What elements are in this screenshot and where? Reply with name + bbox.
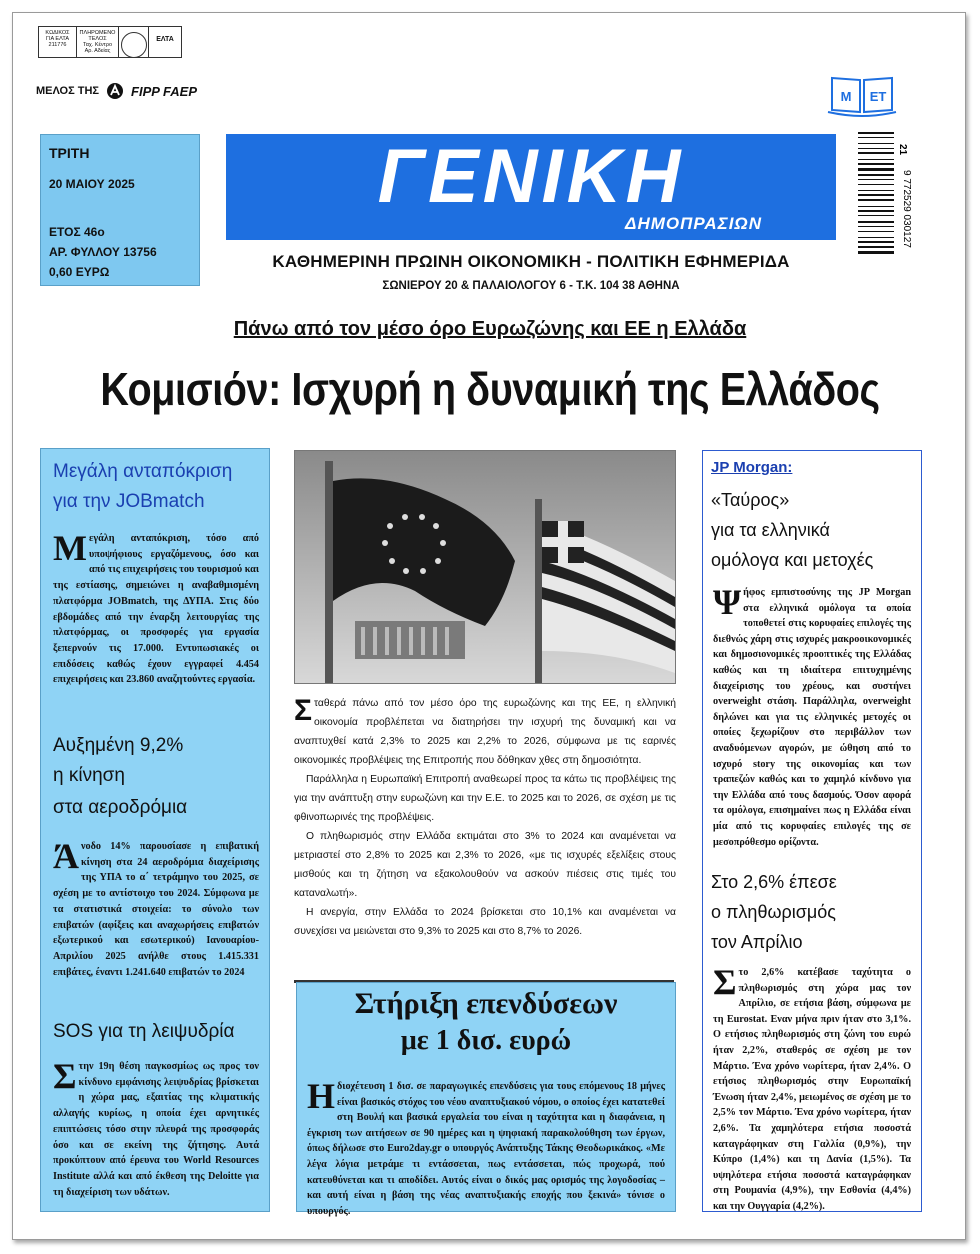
article3-text: την 19η θέση παγκοσμίως ως προς τον κίνδυνο εμφάνισης λειψυδρίας βρίσκεται η χώρα μας, εξαιτίας της κλιματικής αλλαγής κυρίως, η οποία έχει αρνητικές επιπτώσεις τόσο στην πλευρά της προσφοράς όσο και σε εκείνη της ζήτησης. Αυτά προκύπτουν από έρευνα του World Resources Institute αλλά και από έκθεση της Deloitte για τη διαχείριση των υδάτων. — [53, 1061, 259, 1198]
issue-date: 20 ΜΑΙΟΥ 2025 — [49, 177, 135, 191]
fipp-logo-icon — [105, 82, 125, 100]
investment-title-line2: με 1 δισ. ευρώ — [400, 1025, 572, 1056]
barcode-bar — [858, 179, 894, 180]
article1-dropcap: Μ — [53, 528, 87, 568]
main-article-dropcap: Σ — [294, 694, 313, 727]
barcode-bar — [858, 210, 894, 212]
issue-day: ΤΡΙΤΗ — [49, 145, 90, 161]
postal-stamp-icon — [121, 32, 147, 58]
barcode-bar — [858, 246, 894, 248]
met-left-letter: Μ — [840, 89, 852, 104]
elta-code-cell — [39, 27, 77, 57]
jp-morgan-label: JP Morgan: — [711, 459, 793, 476]
masthead-subtitle: ΔΗΜΟΠΡΑΣΙΩΝ — [625, 214, 762, 233]
inflation-body — [713, 962, 911, 1215]
barcode-bar — [858, 237, 894, 238]
elta-code-label: ΚΩΔΙΚΟΣ ΓΙΑ ΕΛΤΑ — [45, 30, 70, 42]
inflation-dropcap: Σ — [713, 962, 737, 1002]
jp-dropcap: Ψ — [713, 582, 742, 622]
investment-body — [307, 1076, 665, 1219]
issue-number: ΑΡ. ΦΥΛΛΟΥ 13756 — [49, 245, 157, 259]
article2-title-line2: η κίνηση — [53, 765, 125, 786]
barcode-bar — [858, 206, 894, 207]
article2-dropcap: Ά — [53, 836, 79, 876]
main-article-p2: Παράλληλα η Ευρωπαϊκή Επιτροπή αναθεωρεί προς τα κάτω τις προβλέψεις της για την ανάπτυξη στην ευρωζώνη και την Ε.Ε. το 2025 και το 2026, σε σχέση με τις φθινοπωρινές της προβλέψεις. — [294, 774, 676, 823]
jp-body — [713, 582, 911, 850]
barcode-bar — [858, 174, 894, 176]
elta-postage-box — [38, 26, 182, 58]
barcode-bar — [858, 159, 894, 160]
barcode-issue-number: 21 — [897, 144, 908, 156]
barcode-icon — [856, 130, 916, 290]
article3-dropcap: Σ — [53, 1056, 77, 1096]
article1-text: εγάλη ανταπόκριση, τόσο από υποψήφιους εργαζόμενους, όσο και από τις επιχειρήσεις του τουρισμού και της εστίασης, σημειώνει η αναβαθμισμένη πλατφόρμα JOBmatch, της ΔΥΠΑ. Στις δύο εβδομάδες από την έναρξη λειτουργίας της πλατφόρμας, οι προσφορές για εργασία ξεπερνούν τις 17.000. Εντυπωσιακές οι επιδόσεις καθώς έχουν εγγραφεί 4.454 επιχειρήσεις και 23.860 αναζητούντες εργασία. — [53, 533, 259, 686]
investment-dropcap: Η — [307, 1076, 336, 1116]
eu-greek-flags-image — [295, 451, 675, 683]
jp-title-line3: ομόλογα και μετοχές — [711, 550, 874, 570]
main-headline: Κομισιόν: Ισχυρή η δυναμική της Ελλάδος — [100, 363, 880, 415]
member-of — [36, 82, 197, 100]
barcode — [856, 130, 916, 290]
right-column — [702, 450, 922, 1212]
inflation-title-line3: τον Απρίλιο — [711, 932, 803, 952]
article2-body — [53, 836, 259, 980]
article3-body — [53, 1056, 259, 1200]
barcode-bar — [858, 148, 894, 149]
article2-text: νοδο 14% παρουσίασε η επιβατική κίνηση στα 24 αεροδρόμια διαχείρισης της ΥΠΑ το α΄ τετράμηνο του 2025, σε σχέση με το αντίστοιχο του 2024. Σύμφωνα με τα στατιστικά στοιχεία: το σύνολο των επιβατών (αφίξεις και αναχωρήσεις επιβατών εξωτερικού και εσωτερικού) Ιανουαρίου-Απριλίου 2025 ανήλθε στους 1.415.331 επιβάτες, έναντι 1.241.640 επιβατών το 2024 — [53, 841, 259, 978]
elta-fee-cell — [77, 27, 119, 57]
barcode-bar — [858, 132, 894, 134]
article2-title-line1: Αυξημένη 9,2% — [53, 735, 184, 756]
met-right-letters: ΕΤ — [869, 89, 887, 104]
barcode-bar — [858, 226, 894, 227]
left-column — [40, 448, 270, 1212]
barcode-bar — [858, 199, 894, 201]
main-kicker: Πάνω από τον μέσο όρο Ευρωζώνης και ΕΕ η Ελλάδα — [233, 318, 747, 340]
barcode-bar — [858, 190, 894, 191]
elta-fee-sub2: Αρ. Αδείας — [84, 48, 111, 54]
masthead-title: ΓΕΝΙΚΗ — [377, 134, 685, 219]
masthead — [226, 134, 836, 240]
elta-label: ΕΛΤΑ — [156, 36, 174, 43]
article1-title-line1: Μεγάλη ανταπόκριση — [53, 461, 233, 482]
barcode-bar — [858, 221, 894, 223]
inflation-text: το 2,6% κατέβασε ταχύτητα ο πληθωρισμός στη χώρα μας τον Απρίλιο, σε ετήσια βάση, σύμφωνα με τη Eurostat. Εναν μήνα πριν ήταν στο 3,1%. Ο ετήσιος πληθωρισμός στη ζώνη του ευρώ ήταν 2,2%, σταθερός σε σχέση με τον Μάρτιο. Ένα χρόνο νωρίτερα, ήταν 2,4%. Ο ετήσιος πληθωρισμός στην Ευρωπαϊκή Ένωση ήταν 2,4%, μειωμένος σε σχέση με το 2,5% τον Μάρτιο. Ένα χρόνο νωρίτερα, ήταν 2,6%. Τα χαμηλότερα ετήσια ποσοστά καταγράφηκαν στη Γαλλία (0,9%), την Κύπρο (1,4%) και τη Δανία (1,5%). Τα υψηλότερα ετήσια ποσοστά καταγράφηκαν στη Ρουμανία (4,9%), την Εσθονία (4,4%) και την Ουγγαρία (4,2%). — [713, 967, 911, 1212]
jp-title-line1: «Ταύρος» — [711, 490, 790, 510]
barcode-bar — [858, 152, 894, 154]
barcode-bar — [858, 241, 894, 243]
investment-title-line1: Στήριξη επενδύσεων — [354, 987, 618, 1020]
member-logo-text: FIPP FAEP — [131, 83, 198, 99]
flags-photo — [294, 450, 676, 684]
barcode-bar — [858, 184, 894, 185]
main-article-p4: Η ανεργία, στην Ελλάδα το 2024 βρίσκεται στο 10,1% και αναμένεται να συνεχίσει να μειώνεται στο 9,3% το 2025 και στο 8,7% το 2026. — [294, 907, 676, 937]
barcode-bar — [858, 143, 894, 144]
main-article-body — [294, 694, 676, 941]
barcode-bar — [858, 251, 894, 254]
elta-code-number: 211776 — [48, 42, 67, 48]
issue-price: 0,60 ΕΥΡΩ — [49, 265, 110, 279]
article1-title-line2: για την JOBmatch — [53, 491, 205, 512]
inflation-title-line2: ο πληθωρισμός — [711, 902, 836, 922]
jp-title-line2: για τα ελληνικά — [711, 520, 830, 540]
barcode-bar — [858, 168, 894, 171]
main-article-p1-text: ταθερά πάνω από τον μέσο όρο της ευρωζώνης και της ΕΕ, η ελληνική οικονομία προβλέπεται να διατηρήσει την ισχυρή της δυναμική και να αναπτυχθεί κατά 2,3% το 2025 και 2,2% το 2026, σύμφωνα με τις εαρινές οικονομικές προβλέψεις της Επιτροπής που δόθηκαν χθες στη δημοσιότητα. — [294, 698, 676, 766]
barcode-bar — [858, 163, 894, 165]
elta-fee-label: ΠΛΗΡΩΜΕΝΟ ΤΕΛΟΣ — [79, 30, 116, 42]
elta-stamp-cell — [119, 27, 149, 57]
member-prefix: ΜΕΛΟΣ ΤΗΣ — [36, 85, 100, 97]
barcode-bar — [858, 231, 894, 232]
article2-title-line3: στα αεροδρόμια — [53, 797, 188, 818]
jp-text: ήφος εμπιστοσύνης της JP Morgan στα ελληνικά ομόλογα τα οποία τοποθετεί στις κορυφαίες επιλογές της διεθνώς χάρη στις ισχυρές μακροοικονομικές και δημοσιονομικές προοπτικές της Ελλάδας καθώς και τη ιδιαίτερα επιτυχημένης διαχείρισης του χρέους, και συστήνει overweight στάση. Παράλληλα, overweight δηλώνει και για τις ελληνικές μετοχές οι οποίες ξεχωρίζουν στο περιβάλλον των αναδυόμενων αγορών, με ώθηση από το ισχυρό story της οικονομίας και των τραπεζών καθώς και το χαμηλό κίνδυνο για την Ελλάδα από τους δασμούς. Όσον αφορά τα ομόλογα, επισημαίνει πως η Ελλάδα είναι μία από τις κορυφαίες επιλογές της σε μεσοπρόθεσμο ορίζοντα. — [713, 587, 911, 848]
masthead-address: ΣΩΝΙΕΡΟΥ 20 & ΠΑΛΑΙΟΛΟΓΟΥ 6 - Τ.Κ. 104 38 ΑΘΗΝΑ — [382, 280, 680, 292]
barcode-bar — [858, 137, 894, 138]
main-article-p1 — [294, 694, 676, 770]
barcode-bar — [858, 194, 894, 196]
issue-year: ΕΤΟΣ 46ο — [49, 225, 105, 239]
met-book-icon — [826, 72, 898, 120]
main-article-p3: Ο πληθωρισμός στην Ελλάδα εκτιμάται στο 3% το 2024 και αναμένεται να μετριαστεί στο 2,8% το 2025 και 2,3% το 2026, «με τις ισχυρές εξελίξεις στους μισθούς και τη ζήτηση να εξακολουθούν να ασκούν πιέσεις στις τιμές του καταναλωτή». — [294, 831, 676, 899]
inflation-title-line1: Στο 2,6% έπεσε — [711, 872, 837, 892]
masthead-tagline: ΚΑΘΗΜΕΡΙΝΗ ΠΡΩΙΝΗ ΟΙΚΟΝΟΜΙΚΗ - ΠΟΛΙΤΙΚΗ ΕΦΗΜΕΡΙΔΑ — [272, 252, 790, 271]
barcode-bar — [858, 215, 894, 216]
investment-text: διοχέτευση 1 δισ. σε παραγωγικές επενδύσεις για τους επόμενους 18 μήνες είναι βασικός στόχος του νέου αναπτυξιακού νόμου, ο οποίος έχει κατατεθεί στη Βουλή και βασικά εργαλεία του είναι η ταχύτητα και η διαφάνεια, η έγκριση των αιτήσεων σε 90 ημέρες και η ψηφιακή παρακολούθηση των έργων, όπως δήλωσε στο Euro2day.gr ο υπουργός Ανάπτυξης Τάκης Θεοδωρικάκος. «Με λέγα λόγια μετράμε τι εντάσσεται, πως εντάσσεται, πώς προχωρά, πού κατευθύνεται και τι αποδίδει. Αυτός είναι ο δικός μας ορισμός της λογοδοσίας – και αυτή είναι η βάση της νέας αναπτυξιακής εποχής που ξεκινά» τόνισε ο υπουργός. — [307, 1081, 665, 1217]
investment-support-box — [296, 982, 676, 1217]
elta-fee-sub1: Ταχ. Κέντρο — [82, 42, 113, 48]
issue-info-box — [40, 134, 200, 286]
barcode-digits: 9 772529 030127 — [901, 170, 912, 248]
article3-title: SOS για τη λειψυδρία — [53, 1021, 235, 1042]
article1-body — [53, 528, 259, 688]
